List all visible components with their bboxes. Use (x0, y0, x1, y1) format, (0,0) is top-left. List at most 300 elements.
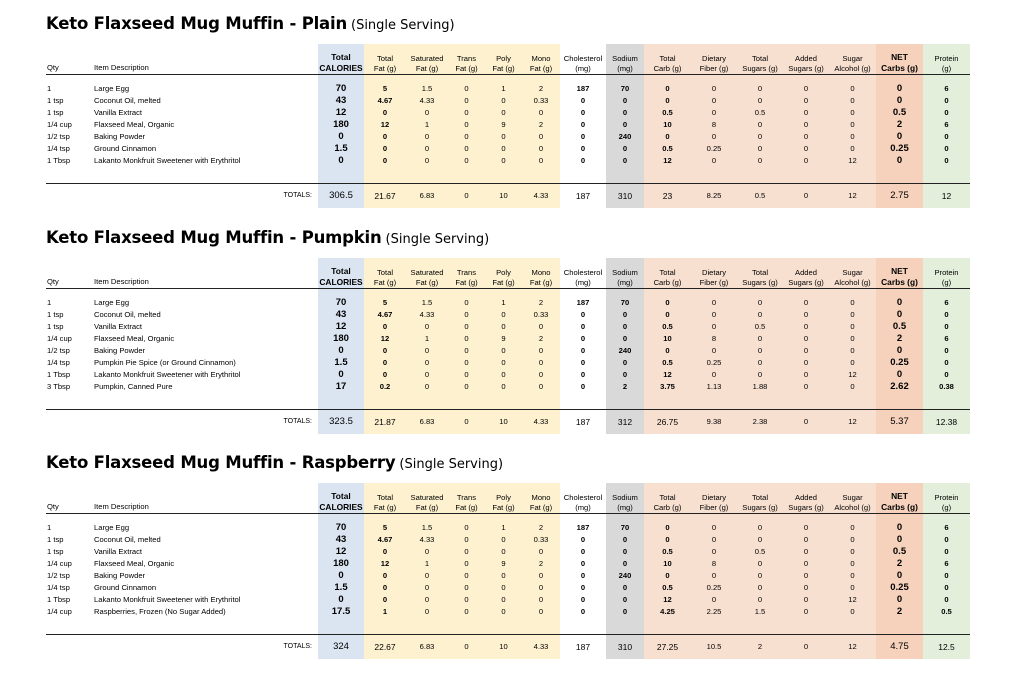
cell-sat: 1.5 (406, 522, 448, 534)
cell-asug: 0 (783, 522, 829, 534)
cell-poly: 0 (485, 95, 522, 107)
total-sat: 6.83 (406, 635, 448, 659)
cell-fiber: 8 (691, 333, 737, 345)
cell-poly: 0 (485, 143, 522, 155)
header-line: Sugars (g) (788, 63, 824, 73)
header-line: (g) (941, 63, 952, 73)
cell-desc: Flaxseed Meal, Organic (94, 558, 175, 568)
cell-net: 0.25 (876, 357, 923, 369)
cell-qty: 1 tsp (47, 107, 64, 117)
cell-net: 0 (876, 570, 923, 582)
cell-trans: 0 (448, 546, 485, 558)
cell-chol: 0 (580, 606, 586, 616)
cell-sod: 0 (606, 546, 644, 558)
cell-poly: 0 (485, 357, 522, 369)
header-line: Total (331, 51, 351, 62)
cell-salc: 0 (829, 381, 876, 393)
ingredient-row (46, 546, 970, 558)
cell-chol: 0 (580, 131, 586, 141)
cell-tcarb: 0 (644, 522, 691, 534)
cell-tsug: 0.5 (737, 546, 783, 558)
cell-mono: 0 (522, 570, 560, 582)
cell-tsug: 1.88 (737, 381, 783, 393)
cell-chol: 0 (580, 546, 586, 556)
total-fiber: 9.38 (691, 410, 737, 434)
cell-trans: 0 (448, 534, 485, 546)
cell-sat: 4.33 (406, 534, 448, 546)
cell-fiber: 0 (691, 546, 737, 558)
header-line: Protein (934, 267, 959, 277)
cell-sat: 0 (406, 345, 448, 357)
header-line: Total (376, 492, 394, 502)
header-mono (522, 258, 560, 288)
cell-chol: 0 (580, 381, 586, 391)
header-line: Total (751, 53, 769, 63)
cell-mono: 2 (522, 297, 560, 309)
cell-chol: 0 (580, 333, 586, 343)
cell-trans: 0 (448, 155, 485, 167)
cell-asug: 0 (783, 606, 829, 618)
header-desc (93, 258, 318, 288)
cell-asug: 0 (783, 570, 829, 582)
cell-sat: 0 (406, 606, 448, 618)
cell-poly: 1 (485, 297, 522, 309)
cell-cal: 0 (318, 570, 364, 582)
cell-fiber: 0 (691, 309, 737, 321)
cell-tsug: 0 (737, 309, 783, 321)
header-trans (448, 258, 485, 288)
cell-trans: 0 (448, 594, 485, 606)
header-net (876, 258, 923, 288)
cell-salc: 0 (829, 333, 876, 345)
cell-cal: 43 (318, 95, 364, 107)
cell-poly: 9 (485, 558, 522, 570)
cell-tcarb: 0.5 (644, 321, 691, 333)
header-line: Fat (g) (373, 63, 397, 73)
cell-asug: 0 (783, 534, 829, 546)
cell-cal: 17 (318, 381, 364, 393)
cell-net: 0 (876, 534, 923, 546)
cell-poly: 0 (485, 381, 522, 393)
total-sod: 310 (606, 635, 644, 659)
cell-salc: 0 (829, 546, 876, 558)
cell-tcarb: 0.5 (644, 107, 691, 119)
header-label: Item Description (94, 276, 149, 286)
cell-mono: 0 (522, 546, 560, 558)
cell-tfat: 0 (364, 131, 406, 143)
header-line: Mono (531, 53, 551, 63)
cell-mono: 0 (522, 143, 560, 155)
nutrition-table (46, 258, 970, 434)
cell-salc: 0 (829, 309, 876, 321)
cell-pro: 0 (923, 131, 970, 143)
header-tsug (737, 483, 783, 513)
cell-trans: 0 (448, 309, 485, 321)
cell-asug: 0 (783, 381, 829, 393)
cell-tfat: 0 (364, 143, 406, 155)
header-tcarb (644, 483, 691, 513)
header-line: Total (751, 267, 769, 277)
header-line: Total (659, 267, 676, 277)
cell-poly: 0 (485, 345, 522, 357)
cell-trans: 0 (448, 95, 485, 107)
total-asug: 0 (783, 635, 829, 659)
header-line: Fat (g) (529, 277, 553, 287)
ingredient-row (46, 594, 970, 606)
cell-cal: 12 (318, 321, 364, 333)
total-sod: 310 (606, 184, 644, 208)
cell-cal: 12 (318, 107, 364, 119)
cell-chol: 0 (580, 107, 586, 117)
total-mono: 4.33 (522, 410, 560, 434)
cell-qty: 1 tsp (47, 534, 64, 544)
header-line: Dietary (701, 53, 727, 63)
ingredient-row (46, 534, 970, 546)
cell-sat: 0 (406, 570, 448, 582)
header-trans (448, 44, 485, 74)
cell-sat: 0 (406, 131, 448, 143)
cell-pro: 6 (923, 558, 970, 570)
header-line: Fiber (g) (699, 502, 729, 512)
cell-tcarb: 0 (644, 95, 691, 107)
cell-pro: 0 (923, 369, 970, 381)
cell-tsug: 0 (737, 131, 783, 143)
cell-trans: 0 (448, 143, 485, 155)
cell-cal: 0 (318, 155, 364, 167)
cell-asug: 0 (783, 345, 829, 357)
header-line: Saturated (410, 492, 444, 502)
header-tfat (364, 483, 406, 513)
cell-tfat: 5 (364, 297, 406, 309)
header-line: Fat (g) (373, 502, 397, 512)
cell-sod: 0 (606, 155, 644, 167)
cell-net: 0 (876, 95, 923, 107)
cell-tcarb: 0.5 (644, 357, 691, 369)
header-mono (522, 483, 560, 513)
cell-salc: 12 (829, 594, 876, 606)
cell-sat: 0 (406, 321, 448, 333)
cell-chol: 187 (576, 83, 590, 93)
cell-sod: 240 (606, 570, 644, 582)
cell-asug: 0 (783, 107, 829, 119)
header-tfat (364, 258, 406, 288)
cell-fiber: 0.25 (691, 143, 737, 155)
cell-cal: 180 (318, 333, 364, 345)
cell-qty: 1/2 tsp (47, 345, 70, 355)
cell-mono: 0 (522, 369, 560, 381)
cell-chol: 0 (580, 558, 586, 568)
cell-tfat: 4.67 (364, 309, 406, 321)
header-line: Carb (g) (653, 502, 682, 512)
cell-net: 0 (876, 155, 923, 167)
cell-asug: 0 (783, 582, 829, 594)
cell-tcarb: 0.5 (644, 582, 691, 594)
nutrition-table (46, 44, 970, 208)
cell-tsug: 0.5 (737, 107, 783, 119)
cell-pro: 0 (923, 345, 970, 357)
cell-pro: 0 (923, 143, 970, 155)
cell-net: 0.5 (876, 321, 923, 333)
cell-desc: Vanilla Extract (94, 546, 142, 556)
cell-pro: 0 (923, 155, 970, 167)
total-tsug: 2.38 (737, 410, 783, 434)
cell-net: 0 (876, 594, 923, 606)
cell-tcarb: 10 (644, 333, 691, 345)
ingredient-row (46, 83, 970, 95)
recipe-title: Keto Flaxseed Mug Muffin - Raspberry (46, 453, 396, 472)
total-fiber: 8.25 (691, 184, 737, 208)
cell-cal: 1.5 (318, 357, 364, 369)
header-line: Total (659, 492, 676, 502)
cell-desc: Flaxseed Meal, Organic (94, 333, 175, 343)
cell-sat: 0 (406, 107, 448, 119)
header-line: Sugars (g) (788, 502, 824, 512)
header-salc (829, 258, 876, 288)
total-poly: 10 (485, 184, 522, 208)
cell-salc: 0 (829, 534, 876, 546)
cell-qty: 1/2 tsp (47, 570, 70, 580)
header-salc (829, 44, 876, 74)
cell-poly: 0 (485, 546, 522, 558)
cell-sat: 0 (406, 582, 448, 594)
header-line: Fat (g) (455, 502, 478, 512)
ingredient-row (46, 558, 970, 570)
cell-tcarb: 0 (644, 345, 691, 357)
cell-poly: 1 (485, 83, 522, 95)
total-pro: 12.5 (923, 635, 970, 659)
cell-tcarb: 0 (644, 309, 691, 321)
header-line: Alcohol (g) (834, 502, 871, 512)
cell-tsug: 0 (737, 155, 783, 167)
cell-asug: 0 (783, 546, 829, 558)
header-line: (g) (941, 277, 952, 287)
cell-tsug: 0 (737, 297, 783, 309)
header-tsug (737, 44, 783, 74)
cell-tfat: 0 (364, 357, 406, 369)
cell-tsug: 0 (737, 534, 783, 546)
cell-tfat: 12 (364, 333, 406, 345)
cell-sod: 0 (606, 333, 644, 345)
cell-sod: 0 (606, 534, 644, 546)
header-line: NET (891, 490, 908, 501)
header-cal (318, 44, 364, 74)
cell-pro: 0 (923, 357, 970, 369)
total-asug: 0 (783, 410, 829, 434)
cell-net: 2.62 (876, 381, 923, 393)
cell-mono: 0.33 (522, 534, 560, 546)
cell-salc: 0 (829, 95, 876, 107)
header-net (876, 483, 923, 513)
cell-trans: 0 (448, 558, 485, 570)
header-line: Alcohol (g) (834, 63, 871, 73)
header-line: Fat (g) (455, 277, 478, 287)
cell-poly: 0 (485, 582, 522, 594)
ingredient-row (46, 570, 970, 582)
cell-tsug: 0 (737, 369, 783, 381)
cell-tsug: 0.5 (737, 321, 783, 333)
cell-qty: 1 Tbsp (47, 155, 71, 165)
cell-salc: 0 (829, 582, 876, 594)
cell-desc: Large Egg (94, 297, 130, 307)
cell-pro: 6 (923, 83, 970, 95)
cell-asug: 0 (783, 321, 829, 333)
cell-pro: 6 (923, 333, 970, 345)
cell-trans: 0 (448, 606, 485, 618)
cell-trans: 0 (448, 381, 485, 393)
cell-trans: 0 (448, 83, 485, 95)
total-net: 5.37 (876, 410, 923, 434)
cell-sod: 0 (606, 309, 644, 321)
cell-trans: 0 (448, 321, 485, 333)
total-net: 4.75 (876, 635, 923, 659)
total-chol: 187 (575, 191, 591, 201)
cell-chol: 0 (580, 155, 586, 165)
cell-desc: Pumpkin Pie Spice (or Ground Cinnamon) (94, 357, 236, 367)
cell-mono: 0 (522, 107, 560, 119)
cell-chol: 0 (580, 357, 586, 367)
cell-trans: 0 (448, 333, 485, 345)
cell-net: 0.25 (876, 143, 923, 155)
header-tsug (737, 258, 783, 288)
cell-pro: 6 (923, 119, 970, 131)
header-chol (560, 44, 606, 74)
cell-chol: 0 (580, 570, 586, 580)
cell-sod: 0 (606, 606, 644, 618)
cell-fiber: 1.13 (691, 381, 737, 393)
total-cal: 323.5 (318, 410, 364, 434)
header-cal (318, 483, 364, 513)
cell-desc: Large Egg (94, 83, 130, 93)
header-line: (mg) (617, 502, 633, 512)
cell-qty: 1 (47, 522, 52, 532)
ingredient-row (46, 119, 970, 131)
cell-chol: 0 (580, 119, 586, 129)
header-line: Protein (934, 492, 959, 502)
cell-asug: 0 (783, 558, 829, 570)
cell-chol: 0 (580, 582, 586, 592)
header-line: Fat (g) (455, 63, 478, 73)
cell-tfat: 1 (364, 606, 406, 618)
cell-cal: 70 (318, 83, 364, 95)
header-line: Sugars (g) (742, 277, 778, 287)
header-qty (46, 258, 93, 288)
header-line: Carbs (g) (881, 62, 918, 73)
cell-trans: 0 (448, 297, 485, 309)
cell-tsug: 0 (737, 582, 783, 594)
total-sod: 312 (606, 410, 644, 434)
cell-sod: 70 (606, 522, 644, 534)
cell-trans: 0 (448, 522, 485, 534)
cell-net: 2 (876, 606, 923, 618)
cell-pro: 6 (923, 522, 970, 534)
cell-cal: 1.5 (318, 582, 364, 594)
cell-poly: 0 (485, 570, 522, 582)
cell-sod: 240 (606, 345, 644, 357)
cell-tcarb: 0.5 (644, 546, 691, 558)
cell-desc: Lakanto Monkfruit Sweetener with Erythritol (94, 594, 241, 604)
ingredient-row (46, 95, 970, 107)
cell-chol: 0 (580, 369, 586, 379)
header-label: Qty (47, 276, 59, 286)
cell-sod: 0 (606, 107, 644, 119)
cell-qty: 1/4 cup (47, 558, 72, 568)
cell-tcarb: 0 (644, 570, 691, 582)
cell-sat: 0 (406, 546, 448, 558)
cell-chol: 0 (580, 345, 586, 355)
header-label: Qty (47, 62, 59, 72)
cell-tcarb: 12 (644, 369, 691, 381)
cell-tsug: 0 (737, 357, 783, 369)
total-tcarb: 23 (644, 184, 691, 208)
cell-tcarb: 3.75 (644, 381, 691, 393)
header-line: CALORIES (319, 501, 363, 512)
cell-cal: 70 (318, 297, 364, 309)
header-pro (923, 258, 970, 288)
cell-pro: 6 (923, 297, 970, 309)
cell-poly: 0 (485, 534, 522, 546)
totals-row (46, 410, 970, 434)
total-cal: 306.5 (318, 184, 364, 208)
total-tcarb: 26.75 (644, 410, 691, 434)
cell-tfat: 0 (364, 107, 406, 119)
cell-pro: 0 (923, 546, 970, 558)
header-line: Alcohol (g) (834, 277, 871, 287)
cell-cal: 0 (318, 345, 364, 357)
cell-chol: 187 (576, 522, 590, 532)
cell-cal: 0 (318, 594, 364, 606)
ingredient-row (46, 107, 970, 119)
cell-tfat: 0 (364, 369, 406, 381)
header-line: Protein (934, 53, 959, 63)
cell-desc: Pumpkin, Canned Pure (94, 381, 173, 391)
cell-sat: 0 (406, 143, 448, 155)
cell-salc: 0 (829, 345, 876, 357)
header-sat (406, 44, 448, 74)
ingredient-row (46, 582, 970, 594)
cell-pro: 0 (923, 309, 970, 321)
cell-trans: 0 (448, 107, 485, 119)
header-line: Fiber (g) (699, 277, 729, 287)
header-line: Cholesterol (563, 53, 603, 63)
cell-mono: 0 (522, 381, 560, 393)
cell-tfat: 0 (364, 546, 406, 558)
cell-pro: 0 (923, 107, 970, 119)
header-tcarb (644, 44, 691, 74)
cell-mono: 2 (522, 83, 560, 95)
total-tfat: 21.87 (364, 410, 406, 434)
cell-tsug: 0 (737, 119, 783, 131)
header-chol (560, 483, 606, 513)
total-mono: 4.33 (522, 184, 560, 208)
header-line: NET (891, 265, 908, 276)
header-row (46, 258, 970, 288)
cell-tsug: 0 (737, 522, 783, 534)
cell-tcarb: 0 (644, 131, 691, 143)
cell-tfat: 12 (364, 558, 406, 570)
cell-cal: 17.5 (318, 606, 364, 618)
header-line: Sugar (842, 267, 863, 277)
cell-asug: 0 (783, 155, 829, 167)
cell-net: 0 (876, 345, 923, 357)
header-salc (829, 483, 876, 513)
total-net: 2.75 (876, 184, 923, 208)
header-line: Total (376, 53, 394, 63)
totals-row (46, 635, 970, 659)
cell-sod: 0 (606, 119, 644, 131)
ingredient-row (46, 143, 970, 155)
header-line: Cholesterol (563, 267, 603, 277)
cell-tsug: 0 (737, 143, 783, 155)
